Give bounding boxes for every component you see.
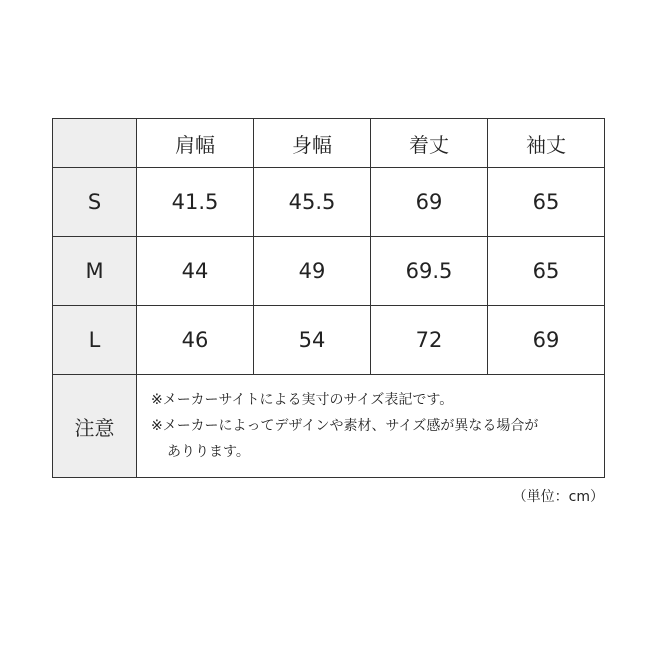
table-cell: 65 [488,168,605,237]
corner-cell [53,119,137,168]
table-cell: 45.5 [254,168,371,237]
table-cell: 41.5 [137,168,254,237]
table-row [53,237,605,306]
table-cell: 69 [371,168,488,237]
table-cell: 69 [488,306,605,375]
note-row [53,375,605,478]
note-line: ※メーカーによってデザインや素材、サイズ感が異なる場合が [151,418,539,434]
table-cell: 46 [137,306,254,375]
note-cell [137,375,605,478]
header-shoulder-width: 肩幅 [137,119,254,168]
table-row [53,168,605,237]
unit-note: （単位：cm） [512,489,604,505]
header-sleeve-length: 袖丈 [488,119,605,168]
note-line: ありります。 [167,444,250,460]
size-label: S [53,168,137,237]
header-body-width: 身幅 [254,119,371,168]
size-label: L [53,306,137,375]
size-label: M [53,237,137,306]
table-cell: 44 [137,237,254,306]
table-cell: 72 [371,306,488,375]
table-row [53,306,605,375]
table-cell: 49 [254,237,371,306]
header-row [53,119,605,168]
note-label: 注意 [53,375,137,478]
table-cell: 54 [254,306,371,375]
header-length: 着丈 [371,119,488,168]
table-cell: 65 [488,237,605,306]
table-cell: 69.5 [371,237,488,306]
size-chart-table [52,118,605,478]
note-line: ※メーカーサイトによる実寸のサイズ表記です。 [151,392,454,408]
